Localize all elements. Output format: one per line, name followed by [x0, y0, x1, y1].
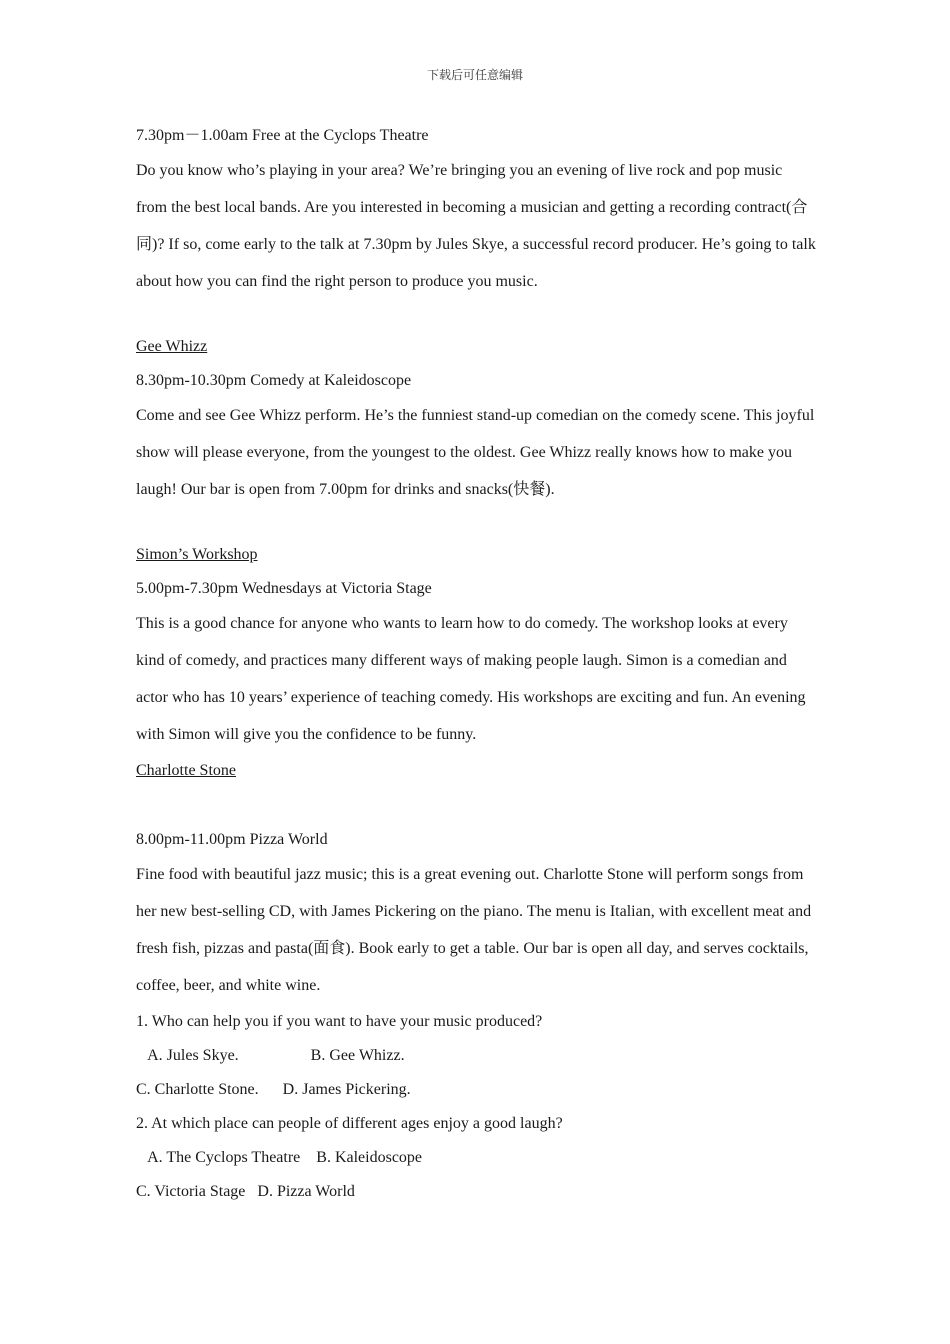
- event4-title: Charlotte Stone: [136, 762, 236, 779]
- event1-description: Do you know who’s playing in your area? We’re bringing you an evening of live rock and pop music from the best local bands. Are you interested in becoming a musician and getting a recording contract(合同)? If so, come early to the talk at 7.30pm by Jules Skye, a successful record producer. He’s going to talk about how you can find the right person to produce you music.: [136, 162, 816, 290]
- question-1-stem: 1. Who can help you if you want to have your music produced?: [136, 1013, 543, 1030]
- question-2-options-cd: C. Victoria Stage D. Pizza World: [136, 1183, 355, 1200]
- question-2-options-ab: A. The Cyclops Theatre B. Kaleidoscope: [136, 1149, 423, 1166]
- question-2-stem: 2. At which place can people of different ages enjoy a good laugh?: [136, 1115, 563, 1132]
- page-header: 下载后可任意编辑: [426, 68, 523, 82]
- question-1-options-ab: A. Jules Skye. B. Gee Whizz.: [136, 1047, 405, 1064]
- event3-description: This is a good chance for anyone who wants to learn how to do comedy. The workshop looks at every kind of comedy, and practices many different ways of making people laugh. Simon is a comedian and actor who has 10 years’ experience of teaching comedy. His workshops are exciting and fun. An evening with Simon will give you the confidence to be funny.: [136, 615, 806, 743]
- event2-time-place: 8.30pm-10.30pm Comedy at Kaleidoscope: [136, 372, 412, 389]
- event3-title: Simon’s Workshop: [136, 546, 258, 563]
- document-body: [136, 124, 816, 1214]
- event1-time-place: 7.30pm－1.00am Free at the Cyclops Theatre: [136, 127, 429, 144]
- event2-title: Gee Whizz: [136, 338, 208, 355]
- event2-description: Come and see Gee Whizz perform. He’s the funniest stand-up comedian on the comedy scene. This joyful show will please everyone, from the youngest to the oldest. Gee Whizz really knows how to make you laugh! Our bar is open from 7.00pm for drinks and snacks(快餐).: [136, 407, 815, 498]
- spacer: [136, 508, 816, 543]
- event4-description: Fine food with beautiful jazz music; this is a great evening out. Charlotte Stone will perform songs from her new best-selling CD, with James Pickering on the piano. The menu is Italian, with excellent meat and fresh fish, pizzas and pasta(面食). Book early to get a table. Our bar is open all day, and serves cocktails, coffee, beer, and white wine.: [136, 866, 812, 994]
- question-1-options-cd: C. Charlotte Stone. D. James Pickering.: [136, 1081, 411, 1098]
- event4-time-place: 8.00pm-11.00pm Pizza World: [136, 831, 328, 848]
- spacer: [136, 300, 816, 335]
- event3-time-place: 5.00pm-7.30pm Wednesdays at Victoria Stage: [136, 580, 432, 597]
- spacer: [136, 793, 816, 828]
